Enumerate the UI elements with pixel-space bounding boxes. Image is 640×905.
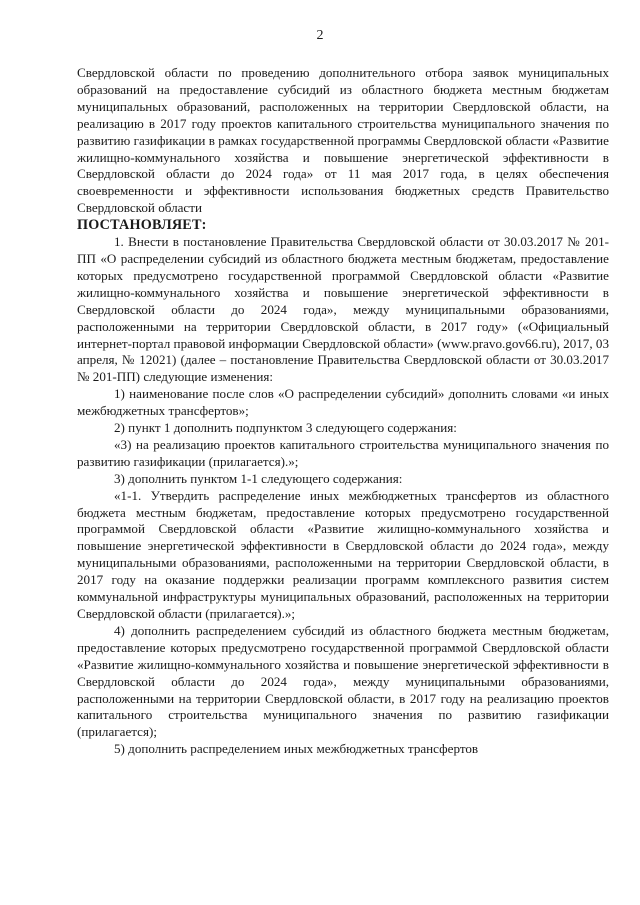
resolution-heading: ПОСТАНОВЛЯЕТ: [77, 217, 207, 234]
paragraph-subitem-3: 3) дополнить пунктом 1-1 следующего содержания: [114, 470, 403, 486]
paragraph-subitem-2: 2) пункт 1 дополнить подпунктом 3 следующего содержания: [114, 420, 457, 436]
paragraph-subitem-3-quote: «1-1. Утвердить распределение иных межбюджетных трансфертов из областного бюджета местным бюджетам, предоставление которых предусмотрено государственной программой Свердловской области «Развитие жилищно-коммунального хозяйства и повышение энергетической эффективности в Свердловской области до 2024 года», между муниципальными образованиями, расположенными на территории Свердловской области, в 2017 году на оказание поддержки реализации программ комплексного развития систем коммунальной инфраструктуры муниципальных образований, расположенных на территории Свердловской области (прилагается).»; [77, 487, 609, 621]
document-body [77, 65, 609, 758]
paragraph-subitem-5: 5) дополнить распределением иных межбюджетных трансфертов [114, 741, 479, 757]
page-number: 2 [316, 28, 324, 43]
paragraph-item-1: 1. Внести в постановление Правительства Свердловской области от 30.03.2017 № 201-ПП «О распределении субсидий из областного бюджета местным бюджетам, предоставление которых предусмотрено государственной программой Свердловской области «Развитие жилищно-коммунального хозяйства и повышение энергетической эффективности в Свердловской области до 2024 года», между муниципальными образованиями, расположенными на территории Свердловской области, в 2017 году» («Официальный интернет-портал правовой информации Свердловской области» (www.pravo.gov66.ru), 2017, 03 апреля, № 12021) (далее – постановление Правительства Свердловской области от 30.03.2017 № 201-ПП) следующие изменения: [77, 234, 609, 385]
paragraph-intro: Свердловской области по проведению дополнительного отбора заявок муниципальных образований на предоставление субсидий из областного бюджета местным бюджетам муниципальных образований, расположенных на территории Свердловской области, на реализацию в 2017 году проектов капитального строительства муниципального значения по развитию газификации в рамках государственной программы Свердловской области «Развитие жилищно-коммунального хозяйства и повышение энергетической эффективности в Свердловской области до 2024 года» от 11 мая 2017 года, в целях обеспечения своевременности и эффективности использования бюджетных средств Правительство Свердловской области [77, 65, 609, 216]
paragraph-subitem-1: 1) наименование после слов «О распределении субсидий» дополнить словами «и иных межбюджетных трансфертов»; [77, 386, 609, 419]
paragraph-subitem-2-quote: «3) на реализацию проектов капитального строительства муниципального значения по развитию газификации (прилагается).»; [77, 436, 609, 469]
paragraph-subitem-4: 4) дополнить распределением субсидий из областного бюджета местным бюджетам, предоставление которых предусмотрено государственной программой Свердловской области «Развитие жилищно-коммунального хозяйства и повышение энергетической эффективности в Свердловской области до 2024 года», между муниципальными образованиями, расположенными на территории Свердловской области, в 2017 году на реализацию проектов капитального строительства муниципального значения по развитию газификации (прилагается); [77, 622, 609, 740]
